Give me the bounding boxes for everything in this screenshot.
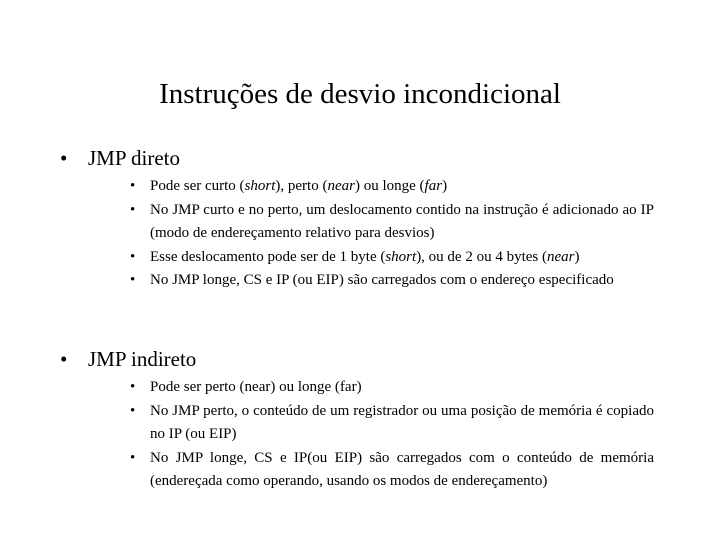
list-item <box>130 269 654 293</box>
item-text: Esse deslocamento pode ser de 1 byte ( <box>150 248 386 265</box>
list-item <box>130 199 654 246</box>
bullet-icon: • <box>60 146 68 170</box>
sub-bullet-icon: • <box>130 201 136 218</box>
sub-bullet-icon: • <box>130 248 136 265</box>
italic-term: near <box>547 248 575 265</box>
list-item <box>130 246 654 270</box>
item-text: No JMP perto, o conteúdo de um registrador ou uma posição de memória é copiado no IP (ou EIP) <box>150 402 654 442</box>
item-text: ), ou de 2 ou 4 bytes ( <box>416 248 547 265</box>
italic-term: far <box>424 178 443 194</box>
slide-title: Instruções de desvio incondicional <box>159 78 561 110</box>
item-text: Pode ser curto ( <box>150 178 245 194</box>
item-text: ) <box>574 248 580 265</box>
item-text: No JMP curto e no perto, um deslocamento contido na instrução é adicionado ao IP (modo de endereçamento relativo para desvios) <box>150 201 654 241</box>
item-text: No JMP longe, CS e IP (ou EIP) são carregados com o endereço especificado <box>150 272 614 288</box>
italic-term: short <box>244 178 276 194</box>
bullet-icon: • <box>60 347 68 371</box>
item-text: ) ou longe ( <box>354 178 425 194</box>
item-text: No JMP longe, CS e IP(ou EIP) são carregados com o conteúdo de memória (endereçada como operando, usando os modos de endereçamento) <box>150 449 654 489</box>
italic-term: short <box>385 248 417 265</box>
sublist-jmp-direto <box>130 175 654 293</box>
item-text: Pode ser perto (near) ou longe (far) <box>150 379 362 395</box>
sub-bullet-icon: • <box>130 379 136 395</box>
section-heading-label: JMP direto <box>88 146 180 170</box>
sub-bullet-icon: • <box>130 178 136 194</box>
sub-bullet-icon: • <box>130 402 136 419</box>
list-item <box>130 175 654 199</box>
item-text: ) <box>442 178 448 194</box>
italic-term: near <box>327 178 355 194</box>
section-heading-jmp-direto <box>60 145 180 171</box>
sub-bullet-icon: • <box>130 449 136 466</box>
list-item <box>130 447 654 494</box>
list-item <box>130 376 654 400</box>
list-item <box>130 400 654 447</box>
section-heading-label: JMP indireto <box>88 347 197 371</box>
item-text: ), perto ( <box>275 178 328 194</box>
sub-bullet-icon: • <box>130 272 136 288</box>
sublist-jmp-indireto <box>130 376 654 494</box>
section-heading-jmp-indireto <box>60 346 196 372</box>
